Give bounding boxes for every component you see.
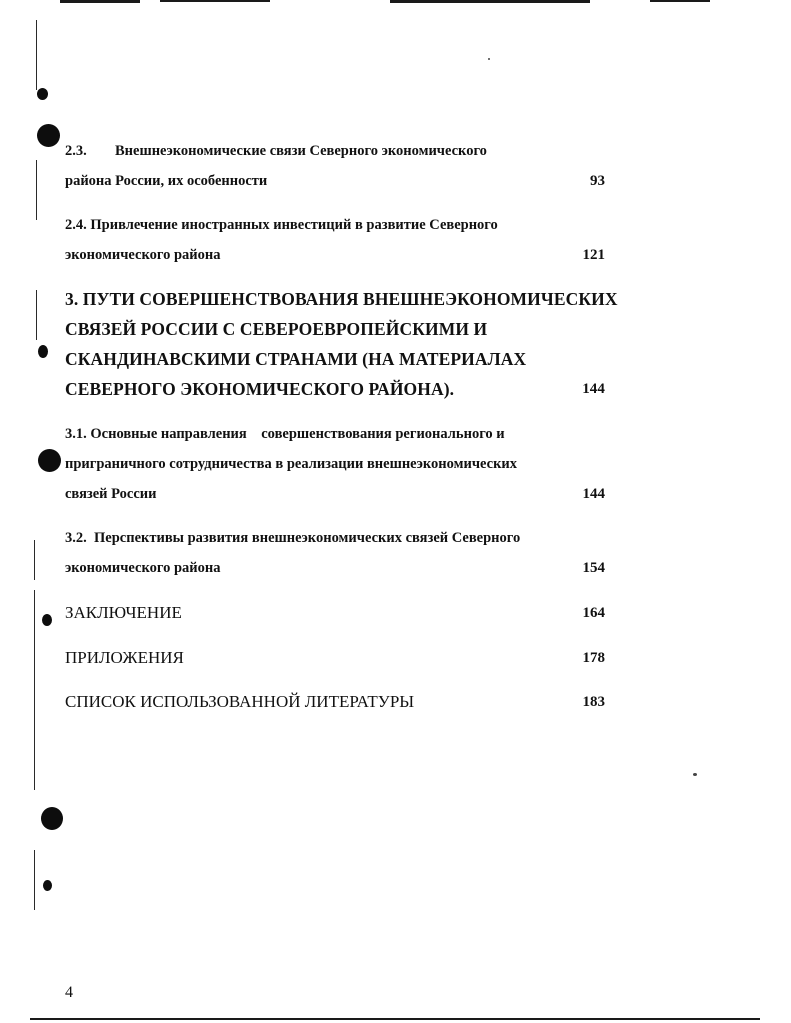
toc-page-number: 121: [582, 247, 605, 263]
toc-page-number: 154: [582, 560, 605, 576]
scan-edge-top: [390, 0, 590, 3]
toc-entry-title-line: СВЯЗЕЙ РОССИИ С СЕВЕРОЕВРОПЕЙСКИМИ И: [65, 319, 488, 339]
toc-entry-2-4: [65, 210, 617, 270]
page-number: 4: [65, 984, 73, 1001]
scan-edge-top: [60, 0, 140, 3]
scan-margin-line: [34, 850, 35, 910]
toc-page-number: 183: [582, 694, 605, 710]
toc-page-number: 144: [582, 381, 605, 397]
punch-hole: [37, 124, 60, 147]
toc-entry-title-line: ЗАКЛЮЧЕНИЕ: [65, 603, 182, 622]
toc-entry-references: [65, 687, 617, 717]
toc-entry-2-3: [65, 136, 617, 196]
punch-hole: [38, 449, 61, 472]
scan-speck: [488, 58, 490, 60]
scan-margin-line: [36, 160, 37, 220]
toc-page-number: 93: [590, 173, 605, 189]
toc-entry-number: 2.3.: [65, 143, 87, 159]
toc-entry-title-line: 3.1. Основные направления совершенствования регионального и: [65, 426, 505, 442]
toc-page-number: 178: [582, 650, 605, 666]
scan-edge-bottom: [30, 1018, 760, 1020]
scan-margin-line: [36, 290, 37, 340]
toc-entry-title-line: района России, их особенности: [65, 173, 268, 189]
toc-entry-title-line: экономического района: [65, 560, 221, 576]
toc-entry-chapter-3: [65, 284, 617, 404]
scan-edge-top: [650, 0, 710, 2]
toc-entry-title-line: 2.4. Привлечение иностранных инвестиций в развитие Северного: [65, 217, 498, 233]
scan-margin-line: [36, 20, 37, 90]
toc-entry-appendices: [65, 643, 617, 673]
toc-entry-title-line: приграничного сотрудничества в реализации внешнеэкономических: [65, 456, 518, 472]
punch-hole: [42, 614, 52, 626]
scan-speck: [693, 773, 697, 776]
scan-edge-top: [160, 0, 270, 2]
punch-hole: [37, 88, 48, 100]
toc-entry-title-line: экономического района: [65, 247, 221, 263]
toc-entry-3-2: [65, 523, 617, 583]
punch-hole: [38, 345, 48, 358]
scan-margin-line: [34, 540, 35, 580]
toc-entry-3-1: [65, 419, 617, 509]
punch-hole: [41, 807, 63, 830]
toc-entry-title-line: СПИСОК ИСПОЛЬЗОВАННОЙ ЛИТЕРАТУРЫ: [65, 692, 415, 711]
scan-margin-line: [34, 590, 35, 790]
toc-entry-conclusion: [65, 598, 617, 628]
toc-entry-title-line: СКАНДИНАВСКИМИ СТРАНАМИ (НА МАТЕРИАЛАХ: [65, 349, 527, 369]
toc-entry-title-line: 3.2. Перспективы развития внешнеэкономических связей Северного: [65, 530, 521, 546]
toc-entry-title-line: СЕВЕРНОГО ЭКОНОМИЧЕСКОГО РАЙОНА).: [65, 379, 455, 399]
toc-page-number: 164: [582, 605, 605, 621]
toc-entry-title-line: Внешнеэкономические связи Северного экономического: [115, 143, 487, 159]
toc-entry-title-line: связей России: [65, 486, 157, 502]
toc-page-number: 144: [582, 486, 605, 502]
punch-hole: [43, 880, 52, 891]
toc-entry-title-line: 3. ПУТИ СОВЕРШЕНСТВОВАНИЯ ВНЕШНЕЭКОНОМИЧЕСКИХ: [65, 289, 618, 309]
toc-entry-title-line: ПРИЛОЖЕНИЯ: [65, 648, 184, 667]
